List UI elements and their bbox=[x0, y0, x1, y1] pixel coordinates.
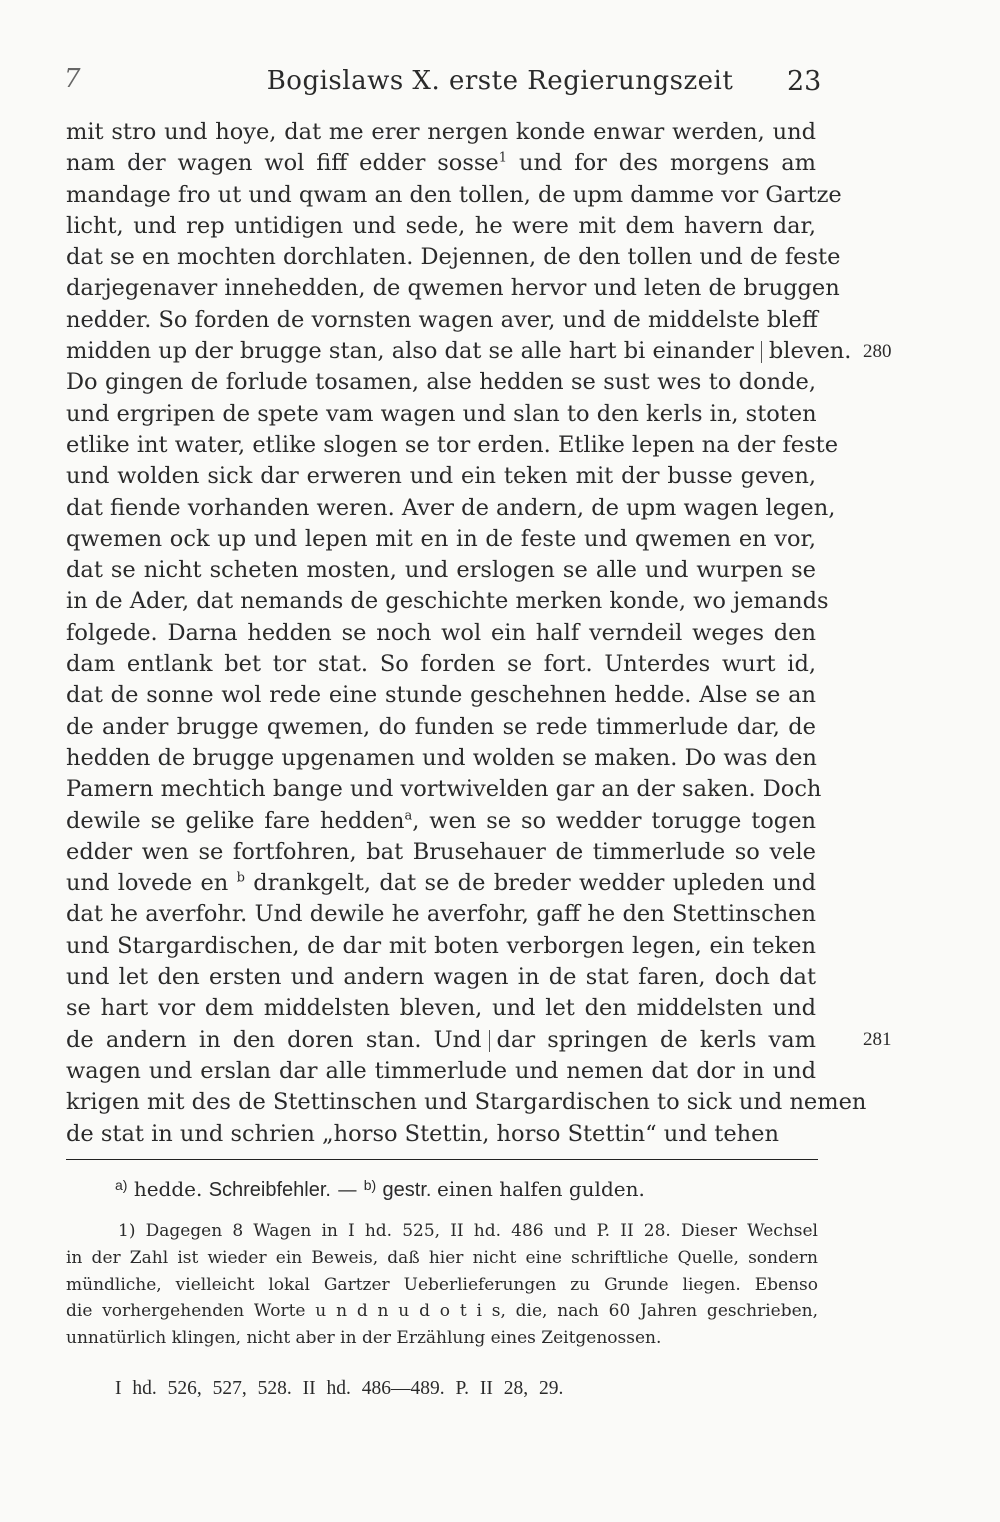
footnote-line: die vorhergehenden Worte u n d n u d o t i s, die, nach 60 Jahren geschrieben, bbox=[66, 1301, 818, 1322]
text-line: und Stargardischen, de dar mit boten verborgen legen, ein teken bbox=[66, 932, 816, 959]
text-line: mit stro und hoye, dat me erer nergen konde enwar werden, und bbox=[66, 119, 816, 145]
source-references: I hd. 526, 527, 528. II hd. 486—489. P. II 28, 29. bbox=[115, 1378, 564, 1399]
footnote-divider bbox=[66, 1159, 818, 1160]
text-line: etlike int water, etlike slogen se tor erden. Etlike lepen na der feste bbox=[66, 431, 839, 458]
footnotes bbox=[66, 1218, 818, 1352]
footnote-line: mündliche, vielleicht lokal Gartzer Ueberlieferungen zu Grunde liegen. Ebenso bbox=[66, 1274, 818, 1295]
text-line: licht, und rep untidigen und sede, he were mit dem havern dar, bbox=[66, 212, 816, 239]
footnote-ref: 1 bbox=[498, 150, 508, 166]
running-title: Bogislaws X. erste Regierungszeit bbox=[266, 66, 734, 96]
page-number: 23 bbox=[787, 66, 822, 97]
text-line: nedder. So forden de vornsten wagen aver, und de middelste bleff bbox=[66, 306, 818, 333]
text-line: dat se en mochten dorchlaten. Dejennen, de den tollen und de feste bbox=[66, 244, 841, 271]
text-line: edder wen se fortfohren, bat Brusehauer de timmerlude so vele bbox=[66, 838, 816, 865]
text-line: krigen mit des de Stettinschen und Stargardischen to sick und nemen bbox=[66, 1089, 867, 1116]
text-line: dam entlank bet tor stat. So forden se fort. Unterdes wurt id, bbox=[66, 651, 816, 678]
critical-apparatus: $^{a)}$ hedde. Schreibfehler. — $^{b)}$ gestr. einen halfen gulden. bbox=[115, 1177, 645, 1201]
text-line: dat fiende vorhanden weren. Aver de andern, de upm wagen legen, bbox=[66, 494, 836, 521]
margin-page-ref: 281 bbox=[863, 1029, 892, 1050]
text-line: hedden de brugge upgenamen und wolden se maken. Do was den bbox=[66, 744, 817, 771]
text-line: qwemen ock up und lepen mit en in de feste und qwemen en vor, bbox=[66, 525, 816, 552]
margin-page-ref: 280 bbox=[863, 341, 892, 362]
text-line: wagen und erslan dar alle timmerlude und nemen dat dor in und bbox=[66, 1057, 816, 1084]
page-break-marker bbox=[761, 341, 762, 363]
text-line: nam der wagen wol fiff edder sosse$^1$ und for des morgens am bbox=[66, 150, 817, 177]
footnote-line: 1) Dagegen 8 Wagen in I hd. 525, II hd. 486 und P. II 28. Dieser Wechsel bbox=[118, 1221, 818, 1241]
text-line: de ander brugge qwemen, do funden se rede timmerlude dar, de bbox=[66, 713, 816, 740]
text-line: und ergripen de spete vam wagen und slan to den kerls in, stoten bbox=[66, 400, 817, 427]
text-line: und wolden sick dar erweren und ein teken mit der busse geven, bbox=[66, 463, 816, 490]
text-line: folgede. Darna hedden se noch wol ein half verndeil weges den bbox=[66, 619, 816, 646]
apparatus-ref: b bbox=[236, 870, 245, 886]
apparatus-ref: a bbox=[404, 808, 413, 824]
text-line: dat he averfohr. Und dewile he averfohr, gaff he den Stettinschen bbox=[66, 901, 816, 928]
footnote-line: in der Zahl ist wieder ein Beweis, daß hier nicht eine schriftliche Quelle, sondern bbox=[66, 1247, 818, 1268]
main-text bbox=[66, 117, 867, 1150]
text-line: und let den ersten und andern wagen in de stat faren, doch dat bbox=[66, 964, 816, 991]
text-line: Do gingen de forlude tosamen, alse hedden se sust wes to donde, bbox=[66, 369, 816, 396]
text-line: darjegenaver innehedden, de qwemen hervor und leten de bruggen bbox=[66, 275, 840, 302]
page-break-marker bbox=[489, 1030, 490, 1052]
text-line: und lovede en $^b$ drankgelt, dat se de breder wedder upleden und bbox=[66, 870, 817, 897]
text-line: midden up der brugge stan, also dat se alle hart bi einander bleven. bbox=[66, 338, 852, 365]
page-header bbox=[0, 60, 1000, 110]
text-line: de andern in den doren stan. Und dar springen de kerls vam bbox=[66, 1026, 816, 1053]
text-line: dat se nicht scheten mosten, und erslogen se alle und wurpen se bbox=[66, 557, 816, 584]
signature-mark: 7 bbox=[64, 64, 81, 94]
footnote-line: unnatürlich klingen, nicht aber in der Erzählung eines Zeitgenossen. bbox=[66, 1328, 662, 1349]
text-line: mandage fro ut und qwam an den tollen, de upm damme vor Gartze bbox=[66, 181, 842, 208]
text-line: Pamern mechtich bange und vortwivelden gar an der saken. Doch bbox=[66, 776, 822, 803]
text-line: de stat in und schrien „horso Stettin, horso Stettin“ und tehen bbox=[66, 1120, 779, 1147]
text-line: dewile se gelike fare hedden$^a$, wen se so wedder torugge togen bbox=[66, 807, 816, 834]
text-line: se hart vor dem middelsten bleven, und let den middelsten und bbox=[66, 995, 816, 1022]
text-line: dat de sonne wol rede eine stunde geschehnen hedde. Alse se an bbox=[66, 682, 816, 709]
text-line: in de Ader, dat nemands de geschichte merken konde, wo jemands bbox=[66, 588, 829, 615]
